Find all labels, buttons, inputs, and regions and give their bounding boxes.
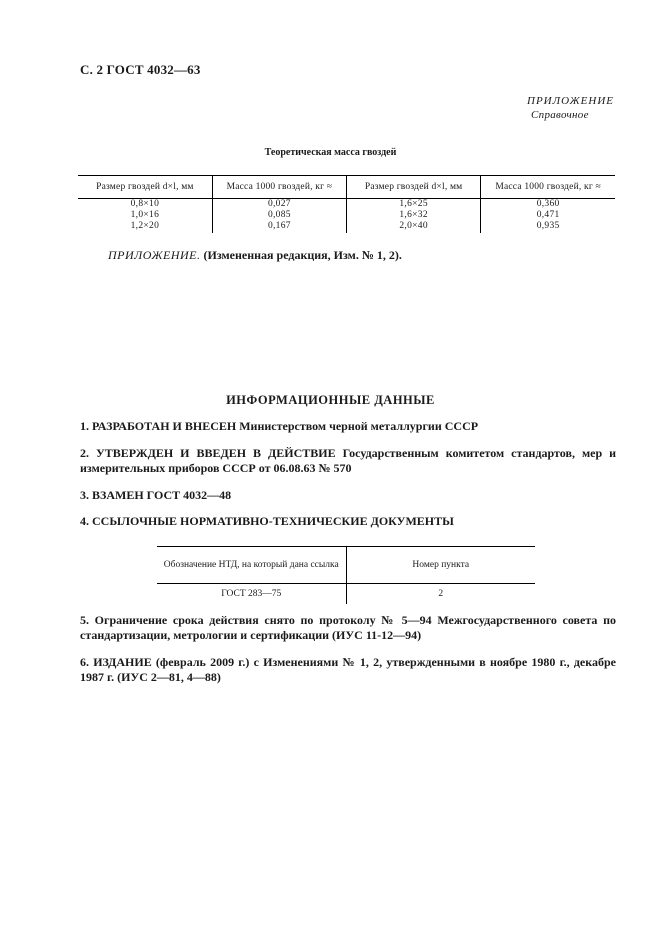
references-table bbox=[157, 546, 535, 604]
column-header: Обозначение НТД, на который дана ссылка bbox=[157, 547, 346, 584]
table-cell: ГОСТ 283—75 bbox=[221, 589, 282, 599]
table-cell: 2,0×40 bbox=[347, 221, 481, 233]
info-item-2 bbox=[80, 446, 616, 476]
appendix-label bbox=[527, 94, 614, 122]
table-row bbox=[157, 584, 535, 605]
edition-note-label: ПРИЛОЖЕНИЕ. bbox=[108, 248, 201, 262]
info-item-3: 3. ВЗАМЕН ГОСТ 4032—48 bbox=[80, 488, 232, 502]
edition-note-text: (Измененная редакция, Изм. № 1, 2). bbox=[200, 248, 402, 262]
item-heading: 2. УТВЕРЖДЕН И ВВЕДЕН В ДЕЙСТВИЕ bbox=[80, 446, 336, 460]
table-cell: 2 bbox=[346, 584, 535, 605]
column-header: Номер пункта bbox=[346, 547, 535, 584]
table-cell: 0,085 bbox=[212, 210, 346, 221]
info-item-5: 5. Ограничение срока действия снято по протоколу № 5—94 Межгосударственного совета по стандартизации, метрологии и сертификации (ИУС 11-12—94) bbox=[80, 613, 616, 642]
table-cell: 1,0×16 bbox=[130, 210, 160, 220]
mass-table-title: Теоретическая масса гвоздей bbox=[264, 147, 397, 158]
info-item-4: 4. ССЫЛОЧНЫЕ НОРМАТИВНО-ТЕХНИЧЕСКИЕ ДОКУМЕНТЫ bbox=[80, 514, 454, 528]
info-item-6: 6. ИЗДАНИЕ (февраль 2009 г.) с Изменениями № 1, 2, утвержденными в ноябре 1980 г., декабре 1987 г. (ИУС 2—81, 4—88) bbox=[80, 655, 616, 684]
column-header: Размер гвоздей d×l, мм bbox=[78, 176, 212, 199]
info-section-title: ИНФОРМАЦИОННЫЕ ДАННЫЕ bbox=[226, 393, 435, 407]
appendix-subtitle: Справочное bbox=[531, 109, 589, 121]
table-row bbox=[78, 221, 615, 233]
table-row bbox=[78, 199, 615, 211]
table-cell: 0,471 bbox=[481, 210, 615, 221]
table-cell: 1,2×20 bbox=[130, 221, 160, 231]
appendix-title: ПРИЛОЖЕНИЕ bbox=[527, 95, 614, 107]
item-text: Государственным комитетом стандартов, мер и измерительных приборов СССР от 06.08.63 № 570 bbox=[80, 446, 617, 475]
info-item-1 bbox=[80, 419, 616, 434]
item-text: Министерством черной металлургии СССР bbox=[236, 419, 479, 433]
table-cell: 1,6×32 bbox=[347, 210, 481, 221]
edition-note bbox=[108, 248, 402, 263]
column-header: Размер гвоздей d×l, мм bbox=[347, 176, 481, 199]
item-heading: 1. РАЗРАБОТАН И ВНЕСЕН bbox=[80, 419, 237, 433]
table-cell: 0,167 bbox=[212, 221, 346, 233]
table-cell: 1,6×25 bbox=[347, 199, 481, 211]
table-cell: 0,935 bbox=[481, 221, 615, 233]
table-cell: 0,027 bbox=[212, 199, 346, 211]
column-header: Масса 1000 гвоздей, кг ≈ bbox=[212, 176, 346, 199]
page-header: С. 2 ГОСТ 4032—63 bbox=[80, 62, 201, 77]
nail-mass-table bbox=[78, 175, 615, 233]
table-row bbox=[78, 210, 615, 221]
table-cell: 0,360 bbox=[481, 199, 615, 211]
column-header: Масса 1000 гвоздей, кг ≈ bbox=[481, 176, 615, 199]
table-cell: 0,8×10 bbox=[130, 199, 160, 209]
